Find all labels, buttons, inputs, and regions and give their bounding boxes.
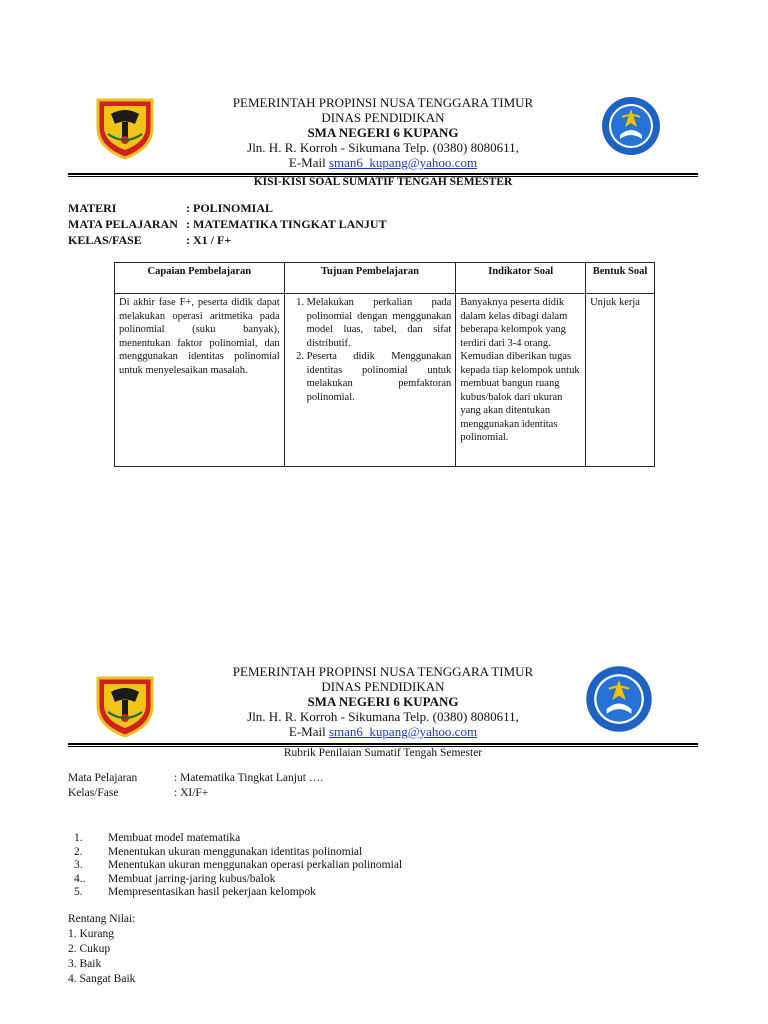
- department-name: DINAS PENDIDIKAN: [321, 679, 445, 694]
- cell-tujuan: [284, 294, 456, 467]
- email-label: E-Mail: [288, 724, 329, 739]
- tujuan-item: 2. Peserta didik Menggunakan identitas polinomial untuk melakukan pemfaktoran polinomial.: [307, 350, 452, 404]
- criteria-number: 1.: [74, 832, 83, 844]
- rentang-item: 4. Sangat Baik: [68, 973, 136, 985]
- cell-bentuk: Unjuk kerja: [586, 294, 655, 467]
- school-address: Jln. H. R. Korroh - Sikumana Telp. (0380) 8080611,: [247, 140, 519, 155]
- school-name: SMA NEGERI 6 KUPANG: [307, 694, 459, 709]
- kisi-meta: [68, 200, 387, 248]
- criteria-text: Menentukan ukuran menggunakan identitas polinomial: [108, 845, 363, 858]
- kisi-table: [114, 262, 655, 467]
- meta-value: : XI/F+: [174, 787, 209, 799]
- rentang-item: 3. Baik: [68, 958, 102, 970]
- email-line: [68, 155, 698, 170]
- rentang-nilai: [68, 912, 135, 987]
- government-name: PEMERINTAH PROPINSI NUSA TENGGARA TIMUR: [232, 664, 534, 679]
- government-name: PEMERINTAH PROPINSI NUSA TENGGARA TIMUR: [232, 95, 534, 110]
- criteria-text: Membuat jarring-jaring kubus/balok: [108, 872, 276, 885]
- criteria-number: 2.: [74, 845, 83, 858]
- kisi-header-row: [115, 263, 655, 294]
- email-link[interactable]: sman6_kupang@yahoo.com: [328, 155, 478, 170]
- meta-label: MATERI: [68, 201, 117, 215]
- criteria-item: [68, 832, 402, 846]
- criteria-text: Membuat model matematika: [108, 832, 241, 844]
- meta-row-mapel: [68, 216, 387, 232]
- criteria-item: [68, 859, 402, 873]
- meta-row-kelas: [68, 232, 387, 248]
- rentang-title: Rentang Nilai:: [68, 913, 136, 925]
- tut-wuri-logo: [600, 95, 662, 157]
- rubrik-title: Rubrik Penilaian Sumatif Tengah Semester: [283, 747, 483, 759]
- meta-row-materi: [68, 200, 387, 216]
- meta-label: Mata Pelajaran: [68, 772, 138, 784]
- criteria-list: [68, 832, 402, 900]
- rentang-item: 2. Cukup: [68, 943, 111, 955]
- rentang-item: 1. Kurang: [68, 928, 114, 940]
- meta-value: : Matematika Tingkat Lanjut ….: [174, 772, 324, 784]
- meta-label: Kelas/Fase: [68, 787, 119, 799]
- department-name: DINAS PENDIDIKAN: [321, 110, 445, 125]
- meta-value: : X1 / F+: [186, 233, 232, 247]
- kisi-body-row: [115, 294, 655, 467]
- letterhead-rule-top-2: [68, 743, 698, 745]
- meta-label: MATA PELAJARAN: [68, 217, 178, 231]
- criteria-number: 3.: [74, 859, 83, 871]
- tujuan-list: [289, 296, 452, 404]
- cell-indikator: Banyaknya peserta didik dalam kelas dibagi dalam beberapa kelompok yang terdiri dari 3-4 orang. Kemudian diberikan tugas kepada tiap kelompok untuk membuat bangun ruang kubus/balok dari ukuran yang akan ditentukan menggunakan identitas polinomial.: [456, 294, 586, 467]
- meta-row-kelas: [68, 786, 323, 801]
- school-address: Jln. H. R. Korroh - Sikumana Telp. (0380) 8080611,: [247, 709, 519, 724]
- tut-wuri-logo-2: [584, 664, 654, 734]
- email-label: E-Mail: [288, 155, 329, 170]
- cell-capaian: Di akhir fase F+, peserta didik dapat melakukan operasi aritmetika pada polinomial (suku banyak), menentukan faktor polinomial, dan menggunakan identitas polinomial untuk menyelesaikan masalah.: [115, 294, 285, 467]
- criteria-item: [68, 846, 402, 860]
- letterhead-rule-top: [68, 173, 698, 175]
- criteria-number: 4..: [74, 872, 86, 885]
- criteria-text: Mempresentasikan hasil pekerjaan kelompok: [108, 886, 316, 898]
- rubrik-meta: [68, 771, 323, 801]
- criteria-item: [68, 886, 402, 900]
- criteria-number: 5.: [74, 886, 83, 898]
- criteria-text: Menentukan ukuran menggunakan operasi perkalian polinomial: [108, 859, 403, 871]
- header-tujuan: Tujuan Pembelajaran: [284, 263, 456, 294]
- header-capaian: Capaian Pembelajaran: [115, 263, 285, 294]
- header-indikator: Indikator Soal: [456, 263, 586, 294]
- criteria-item: [68, 873, 402, 887]
- email-link[interactable]: sman6_kupang@yahoo.com: [328, 724, 478, 739]
- tujuan-item: 1. Melakukan perkalian pada polinomial dengan menggunakan model luas, tabel, dan sifat distributif.: [307, 296, 452, 350]
- meta-value: : POLINOMIAL: [186, 201, 273, 215]
- meta-value: : MATEMATIKA TINGKAT LANJUT: [186, 217, 387, 231]
- school-name: SMA NEGERI 6 KUPANG: [307, 125, 459, 140]
- header-bentuk: Bentuk Soal: [586, 263, 655, 294]
- meta-label: KELAS/FASE: [68, 233, 142, 247]
- kisi-title: KISI-KISI SOAL SUMATIF TENGAH SEMESTER: [253, 176, 513, 188]
- meta-row-mapel: [68, 771, 323, 786]
